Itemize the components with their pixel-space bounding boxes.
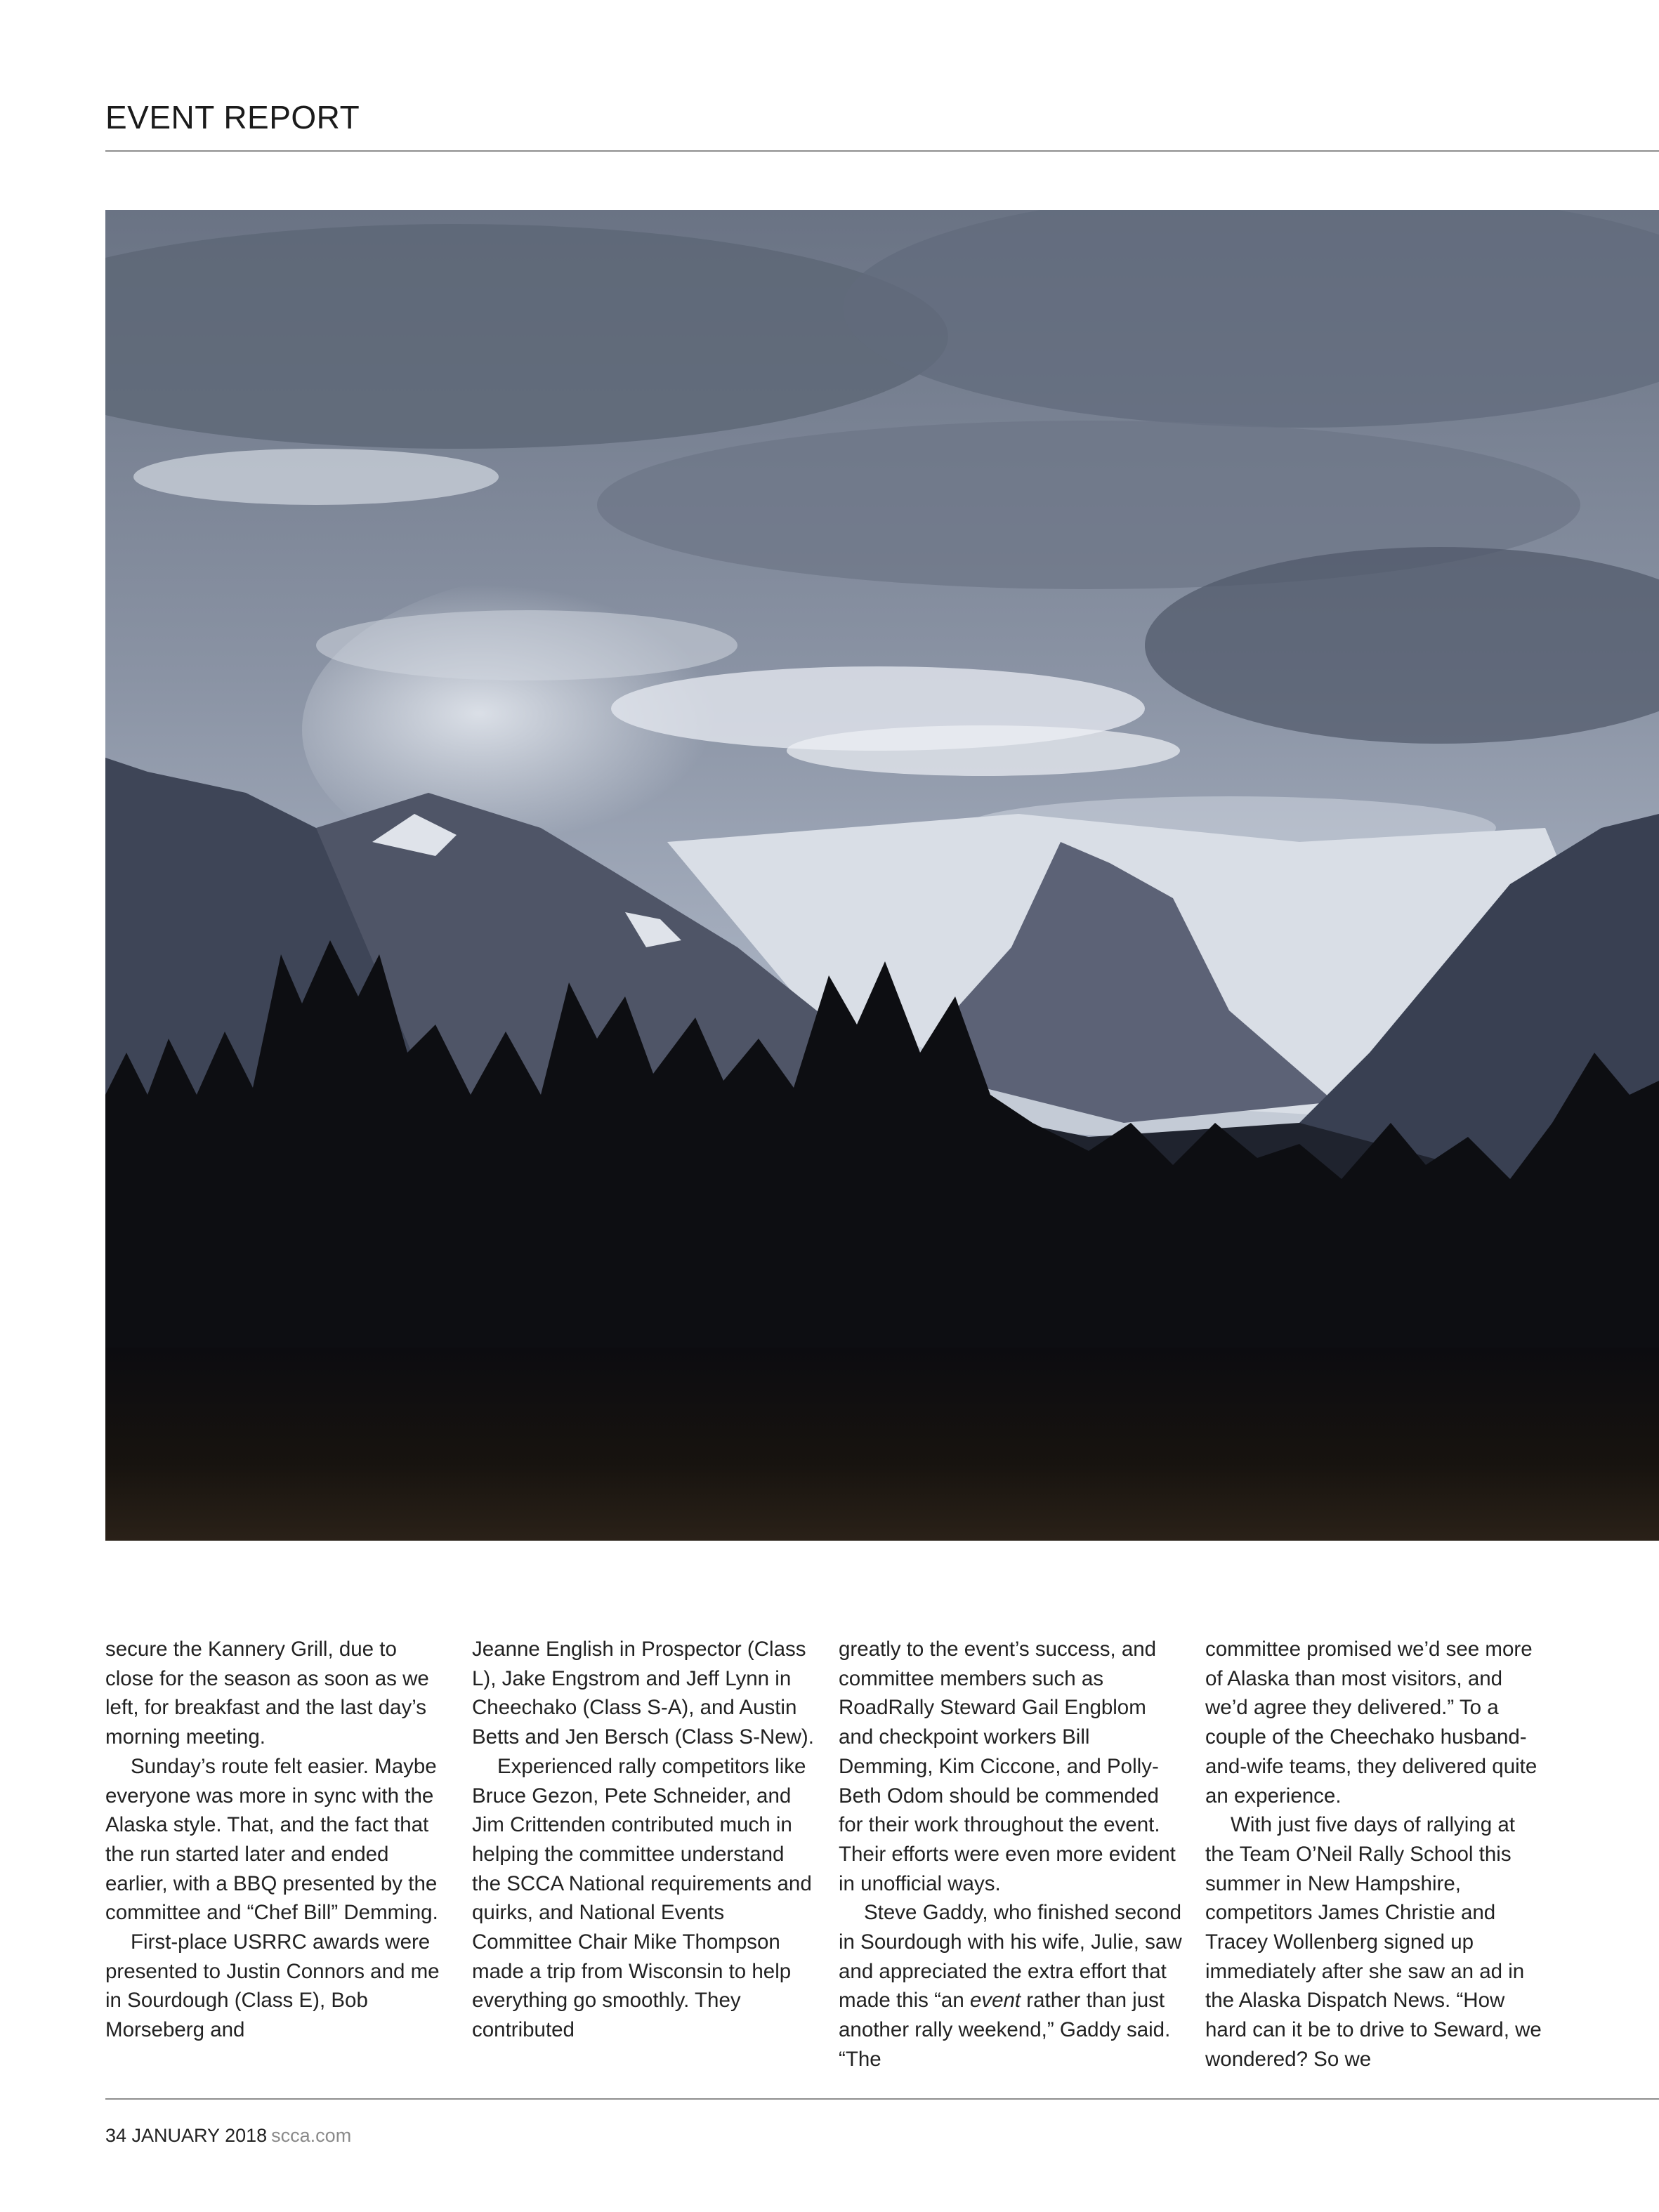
footer-divider [105, 2098, 1659, 2100]
paragraph: Experienced rally competitors like Bruce Gezon, Pete Schneider, and Jim Crittenden contributed much in helping the committee understand the SCCA National requirements and quirks, and National Events Committee Chair Mike Thompson made a trip from Wisconsin to help everything go smoothly. They contributed [472, 1754, 812, 2042]
article-column-1 [105, 1635, 450, 2045]
page-footer [105, 2125, 351, 2147]
article-body [105, 1635, 1580, 2070]
paragraph: With just five days of rallying at the Team O’Neil Rally School this summer in New Hampshire, competitors James Christie and Tracey Wollenberg signed up immediately after she saw an ad in the Alaska Dispatch News. “How hard can it be to drive to Seward, we wondered? So we [1205, 1813, 1542, 2071]
folio: 34 JANUARY 2018 [105, 2125, 268, 2146]
paragraph-text: Steve Gaddy, who finished second in Sourdough with his wife, Julie, saw and appreciated the extra effort that made this “an [839, 1901, 1182, 2013]
article-column-2 [472, 1635, 816, 2045]
landscape-photo [105, 210, 1659, 1541]
footer-url: scca.com [271, 2125, 352, 2146]
paragraph: greatly to the event’s success, and committee members such as RoadRally Steward Gail Engblom and checkpoint workers Bill Demming, Kim Ciccone, and Polly-Beth Odom should be commended for their work throughout the event. Their efforts were even more evident in unofficial ways. [839, 1638, 1176, 1895]
paragraph: Sunday’s route felt easier. Maybe everyone was more in sync with the Alaska style. That, and the fact that the run started later and ended earlier, with a BBQ presented by the committee and “Chef Bill” Demming. [105, 1754, 438, 1925]
paragraph: First-place USRRC awards were presented to Justin Connors and me in Sourdough (Class E), Bob Morseberg and [105, 1930, 440, 2042]
article-column-4 [1205, 1635, 1549, 2074]
paragraph: Jeanne English in Prospector (Class L), Jake Engstrom and Jeff Lynn in Cheechako (Class S-A), and Austin Betts and Jen Bersch (Class S-New). [472, 1638, 814, 1749]
emphasis-text: event [969, 1989, 1021, 2013]
paragraph-text: rather than just another rally weekend,” Gaddy said. “The [839, 1989, 1171, 2071]
header-divider [105, 150, 1659, 152]
paragraph: secure the Kannery Grill, due to close for the season as soon as we left, for breakfast and the last day’s morning meeting. [105, 1638, 429, 1749]
paragraph [839, 1898, 1183, 2074]
article-column-3 [839, 1635, 1183, 2074]
paragraph: committee promised we’d see more of Alaska than most visitors, and we’d agree they delivered.” To a couple of the Cheechako husband-and-wife teams, they delivered quite an experience. [1205, 1638, 1537, 1808]
section-header: EVENT REPORT [105, 99, 360, 136]
